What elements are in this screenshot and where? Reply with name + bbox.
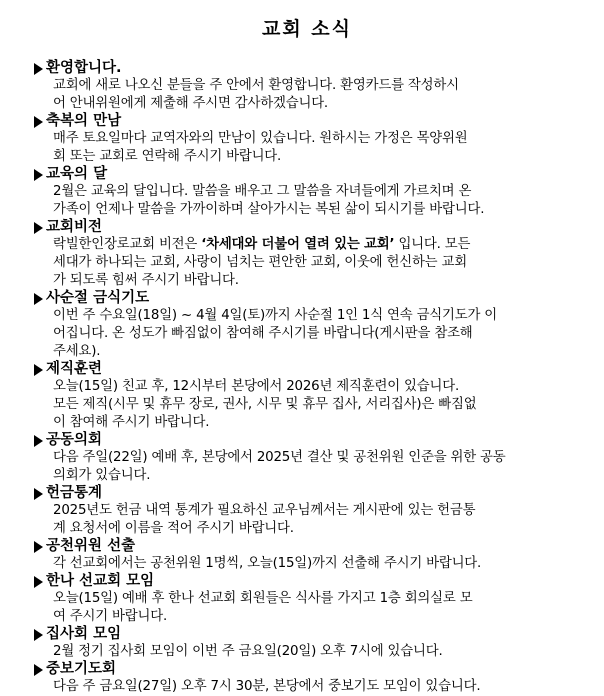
triangle-bullet-icon xyxy=(34,63,43,75)
triangle-bullet-icon xyxy=(34,435,43,447)
section-heading xyxy=(34,538,580,555)
vision-intro-text: 락빌한인장로교회 비전은 xyxy=(53,237,202,252)
body-line: 이번 주 수요일(18일) ~ 4월 4일(토)까지 사순절 1인 1식 연속 금식기도가 이 xyxy=(53,308,498,323)
section-body xyxy=(34,236,580,290)
triangle-bullet-icon xyxy=(34,222,43,234)
section-heading xyxy=(34,573,580,590)
section-heading xyxy=(34,166,580,183)
section-heading-text: 사순절 금식기도 xyxy=(46,290,150,306)
section-heading-text: 중보기도회 xyxy=(46,661,117,677)
body-line: 주세요). xyxy=(53,344,101,359)
section-congregational-meeting xyxy=(34,432,580,485)
section-heading-text: 한나 선교회 모임 xyxy=(46,573,155,589)
section-heading-text: 공동의회 xyxy=(46,432,103,448)
body-line: 각 선교회에서는 공천위원 1명씩, 오늘(15일)까지 선출해 주시기 바랍니다. xyxy=(53,556,482,571)
section-body xyxy=(34,130,580,166)
body-line: 교회에 새로 나오신 분들을 주 안에서 환영합니다. 환영카드를 작성하시 xyxy=(53,78,459,93)
section-heading xyxy=(34,361,580,378)
section-body xyxy=(34,77,580,113)
body-line: 다음 주일(22일) 예배 후, 본당에서 2025년 결산 및 공천위원 인준을 위한 공동 xyxy=(53,450,506,465)
body-line: 계 요청서에 이름을 적어 주시기 바랍니다. xyxy=(53,521,294,536)
section-heading xyxy=(34,661,580,678)
section-heading-text: 제직훈련 xyxy=(46,361,103,377)
vision-statement: ‘차세대와 더불어 열려 있는 교회’ xyxy=(201,237,395,252)
triangle-bullet-icon xyxy=(34,364,43,376)
triangle-bullet-icon xyxy=(34,293,43,305)
body-line xyxy=(53,236,580,254)
body-line: 매주 토요일마다 교역자와의 만남이 있습니다. 원하시는 가정은 목양위원 xyxy=(53,131,468,146)
body-line: 오늘(15일) 친교 후, 12시부터 본당에서 2026년 제직훈련이 있습니다. xyxy=(53,379,460,394)
body-line: 가 되도록 힘써 주시기 바랍니다. xyxy=(53,273,239,288)
body-line: 오늘(15일) 예배 후 한나 선교회 회원들은 식사를 가지고 1층 회의실로 모 xyxy=(53,591,473,606)
section-body xyxy=(34,590,580,626)
triangle-bullet-icon xyxy=(34,541,43,553)
body-line: 모든 제직(시무 및 휴무 장로, 권사, 시무 및 휴무 집사, 서리집사)은 빠짐없 xyxy=(53,397,477,412)
body-line: 세대가 하나되는 교회, 사랑이 넘치는 편안한 교회, 이웃에 헌신하는 교회 xyxy=(53,255,467,270)
section-heading-text: 축복의 만남 xyxy=(46,113,122,129)
body-line: 의회가 있습니다. xyxy=(53,468,151,483)
section-hannah-mission-meeting xyxy=(34,573,580,626)
section-body xyxy=(34,378,580,432)
body-line: 2월은 교육의 달입니다. 말씀을 배우고 그 말씀을 자녀들에게 가르치며 온 xyxy=(53,184,472,199)
section-heading xyxy=(34,485,580,502)
body-line: 다음 주 금요일(27일) 오후 7시 30분, 본당에서 중보기도 모임이 있습니다. xyxy=(53,679,481,694)
section-heading-text: 공천위원 선출 xyxy=(46,538,136,554)
section-offering-statement xyxy=(34,485,580,538)
body-line: 여 주시기 바랍니다. xyxy=(53,609,168,624)
section-church-vision xyxy=(34,219,580,290)
section-welcome xyxy=(34,60,580,113)
section-heading-text: 교육의 달 xyxy=(46,166,108,182)
section-body xyxy=(34,678,580,696)
section-heading-text: 헌금통계 xyxy=(46,485,103,501)
section-heading-text: 집사회 모임 xyxy=(46,626,122,642)
vision-outro-text: 입니다. 모든 xyxy=(394,237,471,252)
section-heading-text: 환영합니다. xyxy=(46,60,122,76)
section-body xyxy=(34,643,580,661)
section-heading xyxy=(34,113,580,130)
triangle-bullet-icon xyxy=(34,664,43,676)
section-body xyxy=(34,502,580,538)
section-body xyxy=(34,555,580,573)
triangle-bullet-icon xyxy=(34,629,43,641)
section-intercessory-prayer xyxy=(34,661,580,696)
body-line: 2월 정기 집사회 모임이 이번 주 금요일(20일) 오후 7시에 있습니다. xyxy=(53,644,443,659)
triangle-bullet-icon xyxy=(34,116,43,128)
section-lent-fasting-prayer xyxy=(34,290,580,361)
section-heading xyxy=(34,219,580,236)
section-education-month xyxy=(34,166,580,219)
triangle-bullet-icon xyxy=(34,576,43,588)
section-heading xyxy=(34,60,580,77)
body-line: 가족이 언제나 말씀을 가까이하며 살아가시는 복된 삶이 되시기를 바랍니다. xyxy=(53,202,485,217)
body-line: 어집니다. 온 성도가 빠짐없이 참여해 주시기를 바랍니다(게시판을 참조해 xyxy=(53,326,473,341)
section-heading xyxy=(34,432,580,449)
section-heading xyxy=(34,290,580,307)
section-body xyxy=(34,183,580,219)
triangle-bullet-icon xyxy=(34,488,43,500)
body-line: 회 또는 교회로 연락해 주시기 바랍니다. xyxy=(53,149,282,164)
body-line: 2025년도 헌금 내역 통계가 필요하신 교우님께서는 게시판에 있는 헌금통 xyxy=(53,503,476,518)
triangle-bullet-icon xyxy=(34,169,43,181)
section-body xyxy=(34,307,580,361)
section-heading xyxy=(34,626,580,643)
section-deacons-meeting xyxy=(34,626,580,661)
body-line: 이 참여해 주시기 바랍니다. xyxy=(53,415,210,430)
body-line: 어 안내위원에게 제출해 주시면 감사하겠습니다. xyxy=(53,96,328,111)
section-blessing-meeting xyxy=(34,113,580,166)
section-nominating-election xyxy=(34,538,580,573)
section-heading-text: 교회비전 xyxy=(46,219,103,235)
section-officer-training xyxy=(34,361,580,432)
section-body xyxy=(34,449,580,485)
page-title: 교회 소식 xyxy=(261,18,353,40)
